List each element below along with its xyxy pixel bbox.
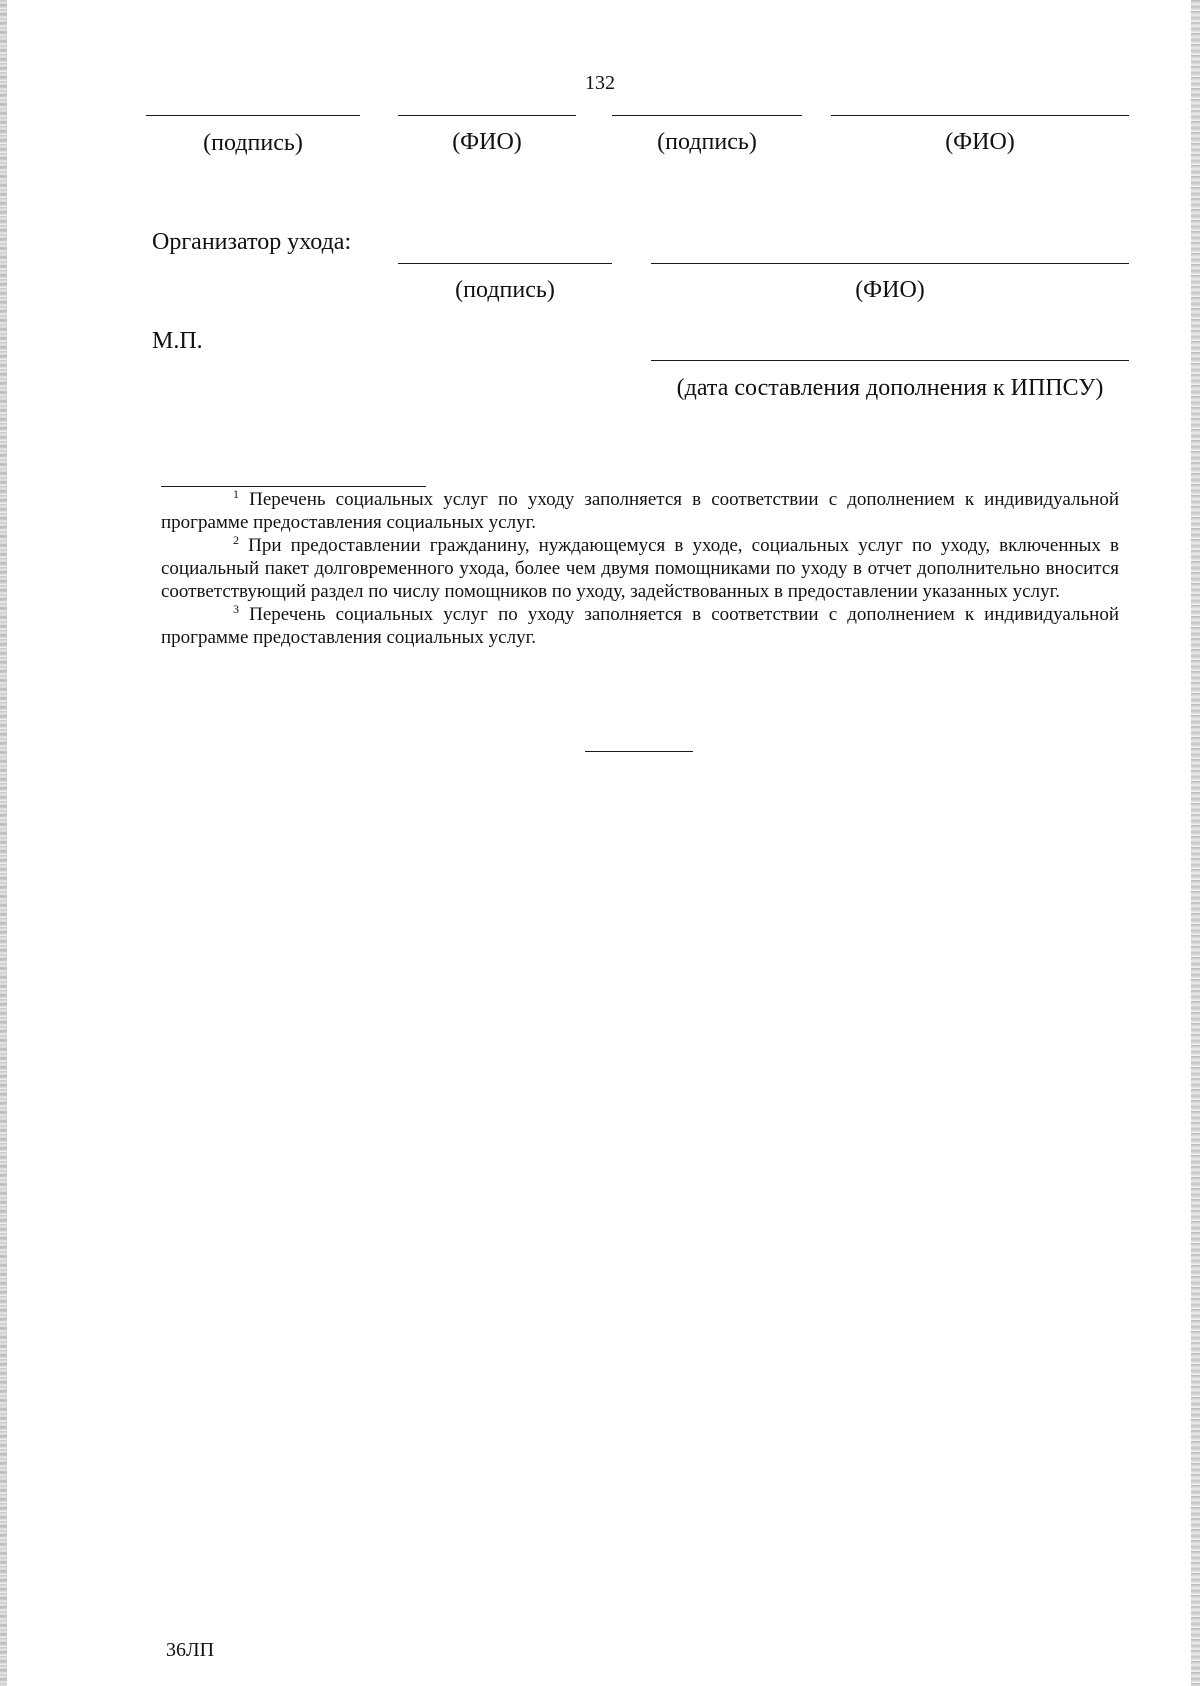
footnotes <box>161 488 1119 649</box>
footnote-1 <box>161 488 1119 534</box>
signature-caption-2: (подпись) <box>657 129 757 155</box>
sheet-code: 36ЛП <box>166 1639 215 1661</box>
stamp-label: М.П. <box>152 328 203 354</box>
signature-line-1 <box>146 115 360 116</box>
name-line-2 <box>831 115 1129 116</box>
organizer-name-caption: (ФИО) <box>855 277 925 303</box>
footnote-3 <box>161 603 1119 649</box>
organizer-name-line <box>651 263 1129 264</box>
footnote-marker: 3 <box>233 602 239 616</box>
scan-edge-right <box>1191 0 1200 1686</box>
organizer-label: Организатор ухода: <box>152 229 352 255</box>
organizer-signature-line <box>398 263 612 264</box>
name-caption-2: (ФИО) <box>945 129 1015 155</box>
footnote-text: Перечень социальных услуг по уходу заполняется в соответствии с дополнением к индивидуальной программе предоставления социальных услуг. <box>161 604 1119 648</box>
footnote-2 <box>161 534 1119 603</box>
name-caption-1: (ФИО) <box>452 129 522 155</box>
signature-line-2 <box>612 115 802 116</box>
date-caption: (дата составления дополнения к ИППСУ) <box>676 375 1104 401</box>
footnote-separator <box>161 486 426 487</box>
footnote-text: Перечень социальных услуг по уходу заполняется в соответствии с дополнением к индивидуальной программе предоставления социальных услуг. <box>161 489 1119 533</box>
organizer-signature-caption: (подпись) <box>455 277 555 303</box>
scan-edge-left <box>0 0 7 1686</box>
page-number: 132 <box>585 72 615 94</box>
footnote-marker: 1 <box>233 487 239 501</box>
end-of-document-rule <box>585 751 693 752</box>
name-line-1 <box>398 115 576 116</box>
footnote-text: При предоставлении гражданину, нуждающемуся в уходе, социальных услуг по уходу, включенных в социальный пакет долговременного ухода, более чем двумя помощниками по уходу в отчет дополнительно вносится соответствующий раздел по числу помощников по уходу, задействованных в предоставлении указанных услуг. <box>161 535 1120 602</box>
signature-caption-1: (подпись) <box>203 130 303 156</box>
date-line <box>651 360 1129 361</box>
footnote-marker: 2 <box>233 533 239 547</box>
